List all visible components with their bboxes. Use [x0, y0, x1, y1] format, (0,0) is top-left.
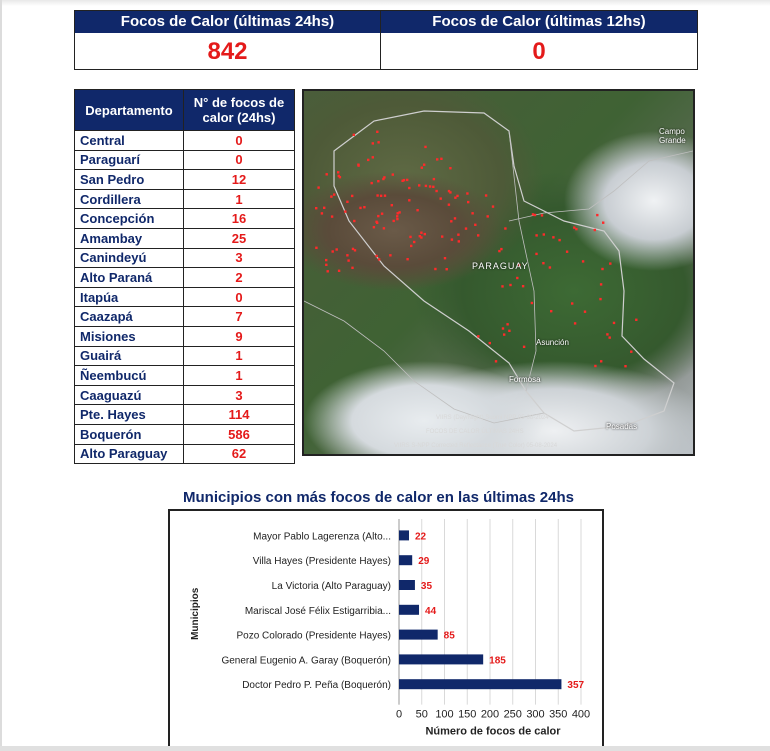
fire-point	[372, 156, 374, 158]
bar	[399, 530, 409, 540]
table-row	[75, 268, 295, 288]
department-count: 12	[184, 170, 295, 190]
fire-point	[471, 212, 473, 214]
fire-point	[377, 141, 379, 143]
fire-point	[454, 217, 456, 219]
fire-point	[375, 221, 377, 223]
fire-point	[467, 201, 469, 203]
fire-point	[516, 277, 518, 279]
bar-value-label: 29	[418, 556, 430, 568]
category-label: La Victoria (Alto Paraguay)	[271, 581, 391, 592]
fire-point	[458, 240, 460, 242]
fire-point	[501, 285, 503, 287]
fire-point	[424, 146, 426, 148]
chart-title: Municipios con más focos de calor en las últimas 24hs	[183, 489, 574, 506]
table-row	[75, 248, 295, 268]
fire-point	[410, 245, 412, 247]
fire-point	[602, 222, 604, 224]
department-name: Central	[75, 131, 184, 151]
category-label: Pozo Colorado (Presidente Hayes)	[236, 630, 391, 642]
fire-point	[444, 257, 446, 259]
fire-point	[336, 248, 338, 250]
fire-point	[381, 213, 383, 215]
fire-point	[373, 226, 375, 228]
fire-point	[440, 197, 442, 199]
map-credit-1: VIIRS (Day/Night) Suomi NPP 05-08-2024	[436, 415, 549, 421]
fire-point	[393, 220, 395, 222]
fire-point	[371, 182, 373, 184]
x-tick-label: 300	[526, 708, 545, 721]
fire-point	[413, 241, 415, 243]
fire-point	[441, 235, 443, 237]
fire-point	[406, 179, 408, 181]
fire-point	[502, 327, 504, 329]
fire-point	[543, 233, 545, 235]
fire-point	[418, 184, 420, 186]
bar-value-label: 185	[489, 655, 506, 667]
fire-point	[534, 214, 536, 216]
fire-point	[382, 178, 384, 180]
fire-point	[504, 227, 506, 229]
category-label: General Eugenio A. Garay (Boquerón)	[221, 655, 391, 667]
x-axis-label: Número de focos de calor	[425, 725, 561, 738]
fire-point	[451, 238, 453, 240]
map-label-paraguay: PARAGUAY	[472, 261, 529, 271]
fire-point	[352, 248, 354, 250]
summary-divider	[380, 11, 381, 69]
fire-point	[420, 232, 422, 234]
fire-point	[487, 215, 489, 217]
fire-point	[423, 164, 425, 166]
fire-point	[434, 268, 436, 270]
fire-point	[600, 360, 602, 362]
fire-point	[409, 236, 411, 238]
department-name: Misiones	[75, 326, 184, 346]
fire-point	[624, 365, 626, 367]
bar-value-label: 44	[425, 605, 437, 617]
fire-point	[419, 235, 421, 237]
fire-point	[326, 173, 328, 175]
table-row	[75, 405, 295, 425]
page-top-edge	[0, 0, 770, 6]
fire-point	[332, 250, 334, 252]
fire-point	[378, 258, 380, 260]
fire-point	[552, 236, 554, 238]
x-tick-label: 350	[549, 708, 568, 721]
department-name: Itapúa	[75, 287, 184, 307]
fire-point	[450, 220, 452, 222]
fire-point	[353, 134, 355, 136]
department-count: 0	[184, 150, 295, 170]
fire-point	[509, 284, 511, 286]
department-count: 9	[184, 326, 295, 346]
table-row	[75, 209, 295, 229]
fire-point	[321, 212, 323, 214]
fire-point	[606, 333, 608, 335]
fire-point	[635, 319, 637, 321]
fire-point	[391, 204, 393, 206]
fire-point	[351, 195, 353, 197]
fire-point	[558, 239, 560, 241]
fire-point	[377, 180, 379, 182]
table-row	[75, 189, 295, 209]
fire-point	[384, 195, 386, 197]
department-name: Caaguazú	[75, 385, 184, 405]
fire-point	[338, 270, 340, 272]
fire-point	[325, 259, 327, 261]
fire-point	[344, 210, 346, 212]
summary-12h-header: Focos de Calor (últimas 12hs)	[381, 11, 697, 33]
fire-point	[457, 234, 459, 236]
paraguay-border	[334, 111, 674, 431]
country-line	[509, 151, 693, 221]
fire-point	[523, 346, 525, 348]
table-row	[75, 385, 295, 405]
bar-value-label: 85	[443, 630, 455, 642]
page-left-edge	[0, 0, 2, 751]
fire-point	[489, 342, 491, 344]
fire-point	[372, 142, 374, 144]
fire-point	[403, 179, 405, 181]
bar	[399, 580, 415, 590]
fire-point	[376, 194, 378, 196]
fire-point	[594, 365, 596, 367]
bar	[399, 555, 412, 565]
fire-point	[330, 195, 332, 197]
table-row	[75, 444, 295, 464]
table-row	[75, 307, 295, 327]
department-name: Caazapá	[75, 307, 184, 327]
department-name: Alto Paraguay	[75, 444, 184, 464]
fire-point	[327, 270, 329, 272]
department-count: 586	[184, 424, 295, 444]
col-header-count: N° de focos de calor (24hs)	[184, 90, 295, 131]
x-tick-label: 400	[571, 708, 591, 721]
department-count: 1	[184, 189, 295, 209]
department-name: Boquerón	[75, 424, 184, 444]
x-tick-label: 250	[503, 708, 522, 721]
fire-point	[376, 131, 378, 133]
summary-24h-value: 842	[207, 38, 248, 65]
fire-point	[392, 173, 394, 175]
fire-point	[599, 298, 601, 300]
fire-point	[440, 158, 442, 160]
department-count: 7	[184, 307, 295, 327]
fire-point	[367, 159, 369, 161]
fire-point	[389, 254, 391, 256]
fire-point	[584, 311, 586, 313]
summary-12h-value: 0	[532, 38, 546, 65]
department-name: San Pedro	[75, 170, 184, 190]
fire-point	[436, 158, 438, 160]
fire-point	[432, 186, 434, 188]
table-row	[75, 150, 295, 170]
page-bottom-edge	[0, 746, 770, 751]
table-row	[75, 366, 295, 386]
fire-point	[317, 186, 319, 188]
fire-point	[454, 197, 456, 199]
table-row	[75, 424, 295, 444]
fire-point	[582, 260, 584, 262]
fire-point	[485, 194, 487, 196]
x-tick-label: 0	[395, 708, 403, 721]
fire-point	[508, 330, 510, 332]
fire-point	[449, 191, 451, 193]
bar	[399, 679, 561, 689]
fire-point	[503, 333, 505, 335]
fire-point	[535, 234, 537, 236]
bar-value-label: 22	[415, 531, 427, 543]
fire-point	[346, 254, 348, 256]
fire-point	[630, 351, 632, 353]
fire-point	[377, 215, 379, 217]
x-tick-label: 200	[480, 708, 500, 721]
department-table-body	[75, 131, 295, 464]
category-label: Mariscal José Félix Estigarribia...	[244, 605, 391, 617]
fire-point	[408, 187, 410, 189]
fire-point	[456, 195, 458, 197]
fire-point	[575, 228, 577, 230]
fire-point	[474, 224, 476, 226]
fire-point	[331, 215, 333, 217]
fire-point	[573, 226, 575, 228]
fire-point	[522, 285, 524, 287]
map-credit-2: FOCOS DE CALOR ÚLTIMAS 24HS	[426, 429, 524, 435]
fire-point	[549, 266, 551, 268]
department-count: 114	[184, 405, 295, 425]
fire-point	[351, 267, 353, 269]
fire-point	[429, 185, 431, 187]
fire-point	[449, 167, 451, 169]
bar-chart-svg	[170, 511, 602, 751]
fire-point	[333, 193, 335, 195]
fire-point	[425, 185, 427, 187]
fire-point	[601, 268, 603, 270]
fire-point	[396, 215, 398, 217]
fire-point	[566, 251, 568, 253]
department-name: Guairá	[75, 346, 184, 366]
department-name: Amambay	[75, 228, 184, 248]
department-name: Concepción	[75, 209, 184, 229]
fire-point	[609, 336, 611, 338]
map-label-campo-grande: Campo Grande	[659, 127, 686, 145]
fire-point	[535, 253, 537, 255]
table-row	[75, 287, 295, 307]
fire-point	[396, 218, 398, 220]
fire-point	[363, 206, 365, 208]
fire-point	[498, 250, 500, 252]
map-credit-3: VIIRS S-NPP Corrected Reflectance (True Color) 05-08-2024	[394, 443, 558, 449]
col-header-department: Departamento	[75, 90, 184, 131]
bar	[399, 630, 438, 640]
fire-point	[495, 360, 497, 362]
fire-point	[346, 201, 348, 203]
fire-point	[466, 192, 468, 194]
fire-point	[448, 204, 450, 206]
fire-point	[398, 211, 400, 213]
map-label-posadas: Posadas	[606, 422, 638, 431]
category-label: Villa Hayes (Presidente Hayes)	[252, 556, 391, 568]
satellite-map	[302, 89, 695, 456]
department-count: 25	[184, 228, 295, 248]
department-count: 1	[184, 346, 295, 366]
fire-point	[408, 199, 410, 201]
department-count: 1	[184, 366, 295, 386]
fire-point	[375, 255, 377, 257]
bar	[399, 654, 483, 664]
department-name: Cordillera	[75, 189, 184, 209]
fire-point	[347, 259, 349, 261]
fire-point	[465, 227, 467, 229]
fire-point	[325, 264, 327, 266]
department-count: 16	[184, 209, 295, 229]
table-row	[75, 346, 295, 366]
fire-point	[315, 247, 317, 249]
fire-point	[531, 302, 533, 304]
department-count: 3	[184, 385, 295, 405]
fire-point	[613, 322, 615, 324]
bar-value-label: 357	[567, 680, 585, 692]
fire-point	[380, 195, 382, 197]
fire-point	[353, 220, 355, 222]
bar-chart	[168, 509, 604, 751]
fire-point	[424, 233, 426, 235]
summary-table	[74, 10, 698, 70]
department-count: 2	[184, 268, 295, 288]
summary-24h-header: Focos de Calor (últimas 24hs)	[75, 11, 380, 33]
x-tick-label: 100	[435, 708, 454, 721]
department-name: Alto Paraná	[75, 268, 184, 288]
table-row	[75, 170, 295, 190]
fire-point	[338, 175, 340, 177]
department-name: Paraguarí	[75, 150, 184, 170]
fire-point	[594, 229, 596, 231]
x-tick-label: 50	[415, 708, 428, 721]
table-row	[75, 228, 295, 248]
fire-point	[477, 335, 479, 337]
fire-point	[506, 323, 508, 325]
fire-point	[357, 164, 359, 166]
department-name: Ñeembucú	[75, 366, 184, 386]
department-count: 0	[184, 131, 295, 151]
category-label: Mayor Pablo Lagerenza (Alto...	[253, 531, 391, 543]
y-axis-label: Municipios	[190, 587, 201, 640]
fire-point	[446, 268, 448, 270]
fire-point	[574, 322, 576, 324]
department-count: 3	[184, 248, 295, 268]
department-name: Pte. Hayes	[75, 405, 184, 425]
fire-point	[435, 190, 437, 192]
fire-point	[550, 310, 552, 312]
fire-point	[406, 258, 408, 260]
department-count: 62	[184, 444, 295, 464]
fire-point	[359, 207, 361, 209]
x-tick-label: 150	[458, 708, 477, 721]
fire-point	[383, 227, 385, 229]
fire-point	[315, 207, 317, 209]
bar-value-label: 35	[420, 581, 433, 592]
fire-point	[542, 262, 544, 264]
fire-point	[477, 234, 479, 236]
fire-point	[571, 302, 573, 304]
table-row	[75, 131, 295, 151]
fire-point	[323, 207, 325, 209]
fire-point	[421, 167, 423, 169]
fire-point	[492, 205, 494, 207]
table-row	[75, 326, 295, 346]
fire-point	[541, 214, 543, 216]
fire-point	[337, 171, 339, 173]
bar	[399, 605, 419, 615]
fire-point	[609, 262, 611, 264]
category-label: Doctor Pedro P. Peña (Boquerón)	[242, 680, 391, 692]
map-overlay	[304, 91, 693, 454]
fire-point	[416, 209, 418, 211]
fire-points	[315, 131, 638, 368]
map-label-formosa: Formosa	[509, 375, 541, 384]
department-table	[74, 89, 295, 464]
fire-point	[596, 214, 598, 216]
department-count: 0	[184, 287, 295, 307]
map-label-asuncion: Asunción	[536, 338, 569, 347]
department-name: Canindeyú	[75, 248, 184, 268]
fire-point	[433, 178, 435, 180]
fire-point	[600, 283, 602, 285]
